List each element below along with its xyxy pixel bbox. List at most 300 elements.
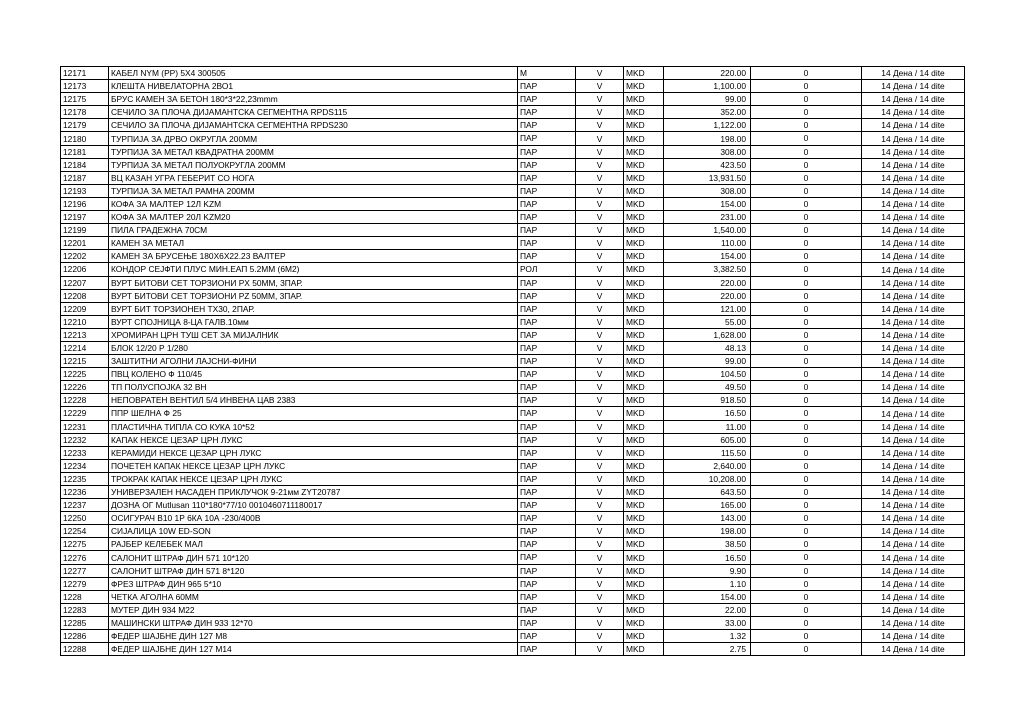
item-vat-flag: V xyxy=(576,590,624,603)
item-delivery-time: 14 Дена / 14 dite xyxy=(862,590,965,603)
item-code: 12232 xyxy=(61,433,109,446)
item-delivery-time: 14 Дена / 14 dite xyxy=(862,381,965,394)
table-row xyxy=(61,263,965,276)
item-vat-flag: V xyxy=(576,315,624,328)
item-vat-flag: V xyxy=(576,577,624,590)
item-unit: ПАР xyxy=(518,171,576,184)
table-row xyxy=(61,289,965,302)
item-description: ВУРТ БИТ ТОРЗИОНЕН ТХ30, 2ПАР. xyxy=(109,302,518,315)
item-unit: ПАР xyxy=(518,158,576,171)
item-delivery-time: 14 Дена / 14 dite xyxy=(862,486,965,499)
item-vat-flag: V xyxy=(576,80,624,93)
item-code: 12196 xyxy=(61,197,109,210)
item-currency: MKD xyxy=(624,368,664,381)
item-price: 423.50 xyxy=(664,158,751,171)
item-delivery-time: 14 Дена / 14 dite xyxy=(862,394,965,407)
item-code: 12187 xyxy=(61,171,109,184)
item-unit: ПАР xyxy=(518,328,576,341)
item-quantity: 0 xyxy=(751,197,862,210)
item-description: ВУРТ БИТОВИ СЕТ ТОРЗИОНИ PX 50ММ, 3ПАР. xyxy=(109,276,518,289)
item-currency: MKD xyxy=(624,289,664,302)
item-currency: MKD xyxy=(624,472,664,485)
item-currency: MKD xyxy=(624,263,664,276)
item-quantity: 0 xyxy=(751,525,862,538)
item-code: 12275 xyxy=(61,538,109,551)
item-price: 220.00 xyxy=(664,276,751,289)
item-description: БРУС КАМЕН ЗА БЕТОН 180*3*22,23mmm xyxy=(109,93,518,106)
item-unit: ПАР xyxy=(518,551,576,564)
item-description: ТУРПИЈА ЗА ДРВО ОКРУГЛА 200ММ xyxy=(109,132,518,145)
table-row xyxy=(61,302,965,315)
item-quantity: 0 xyxy=(751,276,862,289)
item-delivery-time: 14 Дена / 14 dite xyxy=(862,603,965,616)
item-quantity: 0 xyxy=(751,459,862,472)
item-unit: ПАР xyxy=(518,184,576,197)
item-code: 12286 xyxy=(61,630,109,643)
item-currency: MKD xyxy=(624,237,664,250)
item-quantity: 0 xyxy=(751,433,862,446)
item-unit: ПАР xyxy=(518,472,576,485)
item-vat-flag: V xyxy=(576,263,624,276)
item-currency: MKD xyxy=(624,630,664,643)
item-code: 12179 xyxy=(61,119,109,132)
item-unit: ПАР xyxy=(518,132,576,145)
item-delivery-time: 14 Дена / 14 dite xyxy=(862,315,965,328)
item-price: 48.13 xyxy=(664,341,751,354)
item-price: 49.50 xyxy=(664,381,751,394)
table-row xyxy=(61,158,965,171)
item-description: ВУРТ СПОЈНИЦА 8-ЦА ГАЛВ.10мм xyxy=(109,315,518,328)
item-delivery-time: 14 Дена / 14 dite xyxy=(862,472,965,485)
item-vat-flag: V xyxy=(576,368,624,381)
item-unit: ПАР xyxy=(518,341,576,354)
item-description: ДОЗНА ОГ Mutlusan 110*180*77/10 0010460711180017 xyxy=(109,499,518,512)
table-row xyxy=(61,276,965,289)
item-quantity: 0 xyxy=(751,302,862,315)
item-vat-flag: V xyxy=(576,106,624,119)
item-quantity: 0 xyxy=(751,132,862,145)
item-currency: MKD xyxy=(624,433,664,446)
table-row xyxy=(61,328,965,341)
item-delivery-time: 14 Дена / 14 dite xyxy=(862,341,965,354)
item-price: 16.50 xyxy=(664,551,751,564)
item-unit: ПАР xyxy=(518,603,576,616)
item-currency: MKD xyxy=(624,106,664,119)
item-quantity: 0 xyxy=(751,250,862,263)
item-description: СЕЧИЛО ЗА ПЛОЧА ДИЈАМАНТСКА СЕГМЕНТНА RPDS115 xyxy=(109,106,518,119)
item-price: 1.10 xyxy=(664,577,751,590)
item-description: ПЛАСТИЧНА ТИПЛА СО КУКА 10*52 xyxy=(109,420,518,433)
item-price: 115.50 xyxy=(664,446,751,459)
item-quantity: 0 xyxy=(751,407,862,420)
item-quantity: 0 xyxy=(751,289,862,302)
item-currency: MKD xyxy=(624,446,664,459)
item-description: МАШИНСКИ ШТРАФ ДИН 933 12*70 xyxy=(109,616,518,629)
item-quantity: 0 xyxy=(751,630,862,643)
item-description: БЛОК 12/20 Р 1/280 xyxy=(109,341,518,354)
item-quantity: 0 xyxy=(751,368,862,381)
item-unit: ПАР xyxy=(518,276,576,289)
item-delivery-time: 14 Дена / 14 dite xyxy=(862,119,965,132)
item-delivery-time: 14 Дена / 14 dite xyxy=(862,158,965,171)
item-quantity: 0 xyxy=(751,486,862,499)
item-description: ПИЛА ГРАДЕЖНА 70СМ xyxy=(109,224,518,237)
item-quantity: 0 xyxy=(751,237,862,250)
table-row xyxy=(61,106,965,119)
item-currency: MKD xyxy=(624,80,664,93)
item-currency: MKD xyxy=(624,145,664,158)
item-price: 110.00 xyxy=(664,237,751,250)
item-delivery-time: 14 Дена / 14 dite xyxy=(862,512,965,525)
item-code: 12279 xyxy=(61,577,109,590)
item-quantity: 0 xyxy=(751,211,862,224)
item-unit: ПАР xyxy=(518,80,576,93)
item-code: 12288 xyxy=(61,643,109,656)
item-delivery-time: 14 Дена / 14 dite xyxy=(862,263,965,276)
item-quantity: 0 xyxy=(751,381,862,394)
item-unit: ПАР xyxy=(518,446,576,459)
item-currency: MKD xyxy=(624,590,664,603)
item-description: ВУРТ БИТОВИ СЕТ ТОРЗИОНИ PZ 50ММ, 3ПАР. xyxy=(109,289,518,302)
item-currency: MKD xyxy=(624,93,664,106)
item-vat-flag: V xyxy=(576,237,624,250)
item-delivery-time: 14 Дена / 14 dite xyxy=(862,499,965,512)
item-description: НЕПОВРАТЕН ВЕНТИЛ 5/4 ИНВЕНА ЦАВ 2383 xyxy=(109,394,518,407)
item-currency: MKD xyxy=(624,538,664,551)
item-vat-flag: V xyxy=(576,525,624,538)
item-unit: ПАР xyxy=(518,512,576,525)
item-currency: MKD xyxy=(624,459,664,472)
table-row xyxy=(61,564,965,577)
table-row xyxy=(61,577,965,590)
item-description: ХРОМИРАН ЦРН ТУШ СЕТ ЗА МИЈАЛНИК xyxy=(109,328,518,341)
item-vat-flag: V xyxy=(576,158,624,171)
item-unit: ПАР xyxy=(518,538,576,551)
item-delivery-time: 14 Дена / 14 dite xyxy=(862,577,965,590)
item-price: 308.00 xyxy=(664,145,751,158)
table-row xyxy=(61,630,965,643)
item-price: 11.00 xyxy=(664,420,751,433)
item-currency: MKD xyxy=(624,211,664,224)
item-vat-flag: V xyxy=(576,603,624,616)
item-code: 12225 xyxy=(61,368,109,381)
item-description: ФЕДЕР ШАЈБНЕ ДИН 127 М14 xyxy=(109,643,518,656)
table-row xyxy=(61,486,965,499)
item-delivery-time: 14 Дена / 14 dite xyxy=(862,368,965,381)
table-row xyxy=(61,368,965,381)
item-unit: ПАР xyxy=(518,93,576,106)
table-row xyxy=(61,381,965,394)
item-quantity: 0 xyxy=(751,355,862,368)
item-currency: MKD xyxy=(624,512,664,525)
item-description: КАБЕЛ NYM (PP) 5X4 300505 xyxy=(109,67,518,80)
item-currency: MKD xyxy=(624,328,664,341)
item-vat-flag: V xyxy=(576,224,624,237)
item-description: КОФА ЗА МАЛТЕР 12Л KZM xyxy=(109,197,518,210)
table-row xyxy=(61,93,965,106)
item-price: 1,540.00 xyxy=(664,224,751,237)
item-delivery-time: 14 Дена / 14 dite xyxy=(862,551,965,564)
item-price: 1,122.00 xyxy=(664,119,751,132)
item-currency: MKD xyxy=(624,381,664,394)
item-quantity: 0 xyxy=(751,538,862,551)
table-body xyxy=(61,67,965,656)
item-code: 12285 xyxy=(61,616,109,629)
item-vat-flag: V xyxy=(576,197,624,210)
item-vat-flag: V xyxy=(576,145,624,158)
item-price: 33.00 xyxy=(664,616,751,629)
item-unit: ПАР xyxy=(518,407,576,420)
item-vat-flag: V xyxy=(576,446,624,459)
item-code: 12228 xyxy=(61,394,109,407)
item-price: 231.00 xyxy=(664,211,751,224)
item-unit: ПАР xyxy=(518,250,576,263)
item-quantity: 0 xyxy=(751,512,862,525)
item-description: ТУРПИЈА ЗА МЕТАЛ КВАДРАТНА 200ММ xyxy=(109,145,518,158)
item-description: ТП ПОЛУСПОЈКА 32 ВН xyxy=(109,381,518,394)
item-delivery-time: 14 Дена / 14 dite xyxy=(862,145,965,158)
item-quantity: 0 xyxy=(751,224,862,237)
item-vat-flag: V xyxy=(576,184,624,197)
table-row xyxy=(61,538,965,551)
item-code: 12184 xyxy=(61,158,109,171)
item-code: 12226 xyxy=(61,381,109,394)
item-unit: ПАР xyxy=(518,302,576,315)
item-description: КАПАК НЕКСЕ ЦЕЗАР ЦРН ЛУКС xyxy=(109,433,518,446)
item-price: 2.75 xyxy=(664,643,751,656)
table-row xyxy=(61,420,965,433)
item-quantity: 0 xyxy=(751,616,862,629)
item-quantity: 0 xyxy=(751,263,862,276)
item-quantity: 0 xyxy=(751,328,862,341)
item-code: 12173 xyxy=(61,80,109,93)
item-delivery-time: 14 Дена / 14 dite xyxy=(862,643,965,656)
item-code: 12236 xyxy=(61,486,109,499)
item-description: ОСИГУРАЧ B10 1Р 6КА 10А -230/400В xyxy=(109,512,518,525)
item-price: 13,931.50 xyxy=(664,171,751,184)
item-quantity: 0 xyxy=(751,184,862,197)
item-price: 220.00 xyxy=(664,289,751,302)
item-vat-flag: V xyxy=(576,250,624,263)
item-unit: ПАР xyxy=(518,355,576,368)
item-quantity: 0 xyxy=(751,158,862,171)
item-code: 12234 xyxy=(61,459,109,472)
item-quantity: 0 xyxy=(751,106,862,119)
item-currency: MKD xyxy=(624,132,664,145)
item-description: МУТЕР ДИН 934 М22 xyxy=(109,603,518,616)
item-price: 104.50 xyxy=(664,368,751,381)
item-description: КЛЕШТА НИВЕЛАТОРНА 2ВО1 xyxy=(109,80,518,93)
item-quantity: 0 xyxy=(751,643,862,656)
item-code: 1228 xyxy=(61,590,109,603)
item-delivery-time: 14 Дена / 14 dite xyxy=(862,459,965,472)
item-unit: ПАР xyxy=(518,145,576,158)
item-delivery-time: 14 Дена / 14 dite xyxy=(862,250,965,263)
item-quantity: 0 xyxy=(751,145,862,158)
item-currency: MKD xyxy=(624,616,664,629)
item-currency: MKD xyxy=(624,577,664,590)
item-unit: ПАР xyxy=(518,499,576,512)
table-row xyxy=(61,590,965,603)
table-row xyxy=(61,67,965,80)
item-unit: РОЛ xyxy=(518,263,576,276)
item-description: РАЈБЕР КЕЛЕБЕК МАЛ xyxy=(109,538,518,551)
item-delivery-time: 14 Дена / 14 dite xyxy=(862,276,965,289)
item-unit: ПАР xyxy=(518,394,576,407)
item-price: 10,208.00 xyxy=(664,472,751,485)
item-delivery-time: 14 Дена / 14 dite xyxy=(862,630,965,643)
item-vat-flag: V xyxy=(576,289,624,302)
table-row xyxy=(61,603,965,616)
item-code: 12206 xyxy=(61,263,109,276)
item-vat-flag: V xyxy=(576,616,624,629)
item-price: 143.00 xyxy=(664,512,751,525)
item-currency: MKD xyxy=(624,341,664,354)
item-price: 38.50 xyxy=(664,538,751,551)
table-row xyxy=(61,224,965,237)
item-code: 12276 xyxy=(61,551,109,564)
item-code: 12235 xyxy=(61,472,109,485)
item-quantity: 0 xyxy=(751,446,862,459)
item-unit: ПАР xyxy=(518,315,576,328)
item-description: ЗАШТИТНИ АГОЛНИ ЛАЈСНИ-ФИНИ xyxy=(109,355,518,368)
item-quantity: 0 xyxy=(751,315,862,328)
item-price: 154.00 xyxy=(664,250,751,263)
item-currency: MKD xyxy=(624,158,664,171)
item-currency: MKD xyxy=(624,250,664,263)
item-unit: ПАР xyxy=(518,237,576,250)
item-currency: MKD xyxy=(624,119,664,132)
item-price: 198.00 xyxy=(664,525,751,538)
table-row xyxy=(61,197,965,210)
item-unit: ПАР xyxy=(518,289,576,302)
item-code: 12201 xyxy=(61,237,109,250)
item-vat-flag: V xyxy=(576,93,624,106)
item-code: 12181 xyxy=(61,145,109,158)
item-delivery-time: 14 Дена / 14 dite xyxy=(862,171,965,184)
item-price: 605.00 xyxy=(664,433,751,446)
item-price: 99.00 xyxy=(664,93,751,106)
item-vat-flag: V xyxy=(576,459,624,472)
item-currency: MKD xyxy=(624,197,664,210)
item-delivery-time: 14 Дена / 14 dite xyxy=(862,93,965,106)
item-quantity: 0 xyxy=(751,80,862,93)
item-vat-flag: V xyxy=(576,499,624,512)
price-table xyxy=(60,66,965,656)
item-delivery-time: 14 Дена / 14 dite xyxy=(862,224,965,237)
table-row xyxy=(61,512,965,525)
item-currency: MKD xyxy=(624,564,664,577)
table-row xyxy=(61,341,965,354)
item-code: 12277 xyxy=(61,564,109,577)
item-code: 12197 xyxy=(61,211,109,224)
item-price: 55.00 xyxy=(664,315,751,328)
table-row xyxy=(61,616,965,629)
item-vat-flag: V xyxy=(576,512,624,525)
item-description: ПВЦ КОЛЕНО Ф 110/45 xyxy=(109,368,518,381)
table-row xyxy=(61,211,965,224)
item-vat-flag: V xyxy=(576,341,624,354)
item-description: КОФА ЗА МАЛТЕР 20Л KZM20 xyxy=(109,211,518,224)
item-description: САЛОНИТ ШТРАФ ДИН 571 8*120 xyxy=(109,564,518,577)
item-vat-flag: V xyxy=(576,67,624,80)
item-currency: MKD xyxy=(624,302,664,315)
item-price: 154.00 xyxy=(664,197,751,210)
item-delivery-time: 14 Дена / 14 dite xyxy=(862,433,965,446)
item-code: 12209 xyxy=(61,302,109,315)
item-unit: ПАР xyxy=(518,590,576,603)
item-currency: MKD xyxy=(624,184,664,197)
item-code: 12202 xyxy=(61,250,109,263)
item-price: 16.50 xyxy=(664,407,751,420)
item-delivery-time: 14 Дена / 14 dite xyxy=(862,237,965,250)
item-price: 22.00 xyxy=(664,603,751,616)
item-description: ЧЕТКА АГОЛНА 60ММ xyxy=(109,590,518,603)
item-delivery-time: 14 Дена / 14 dite xyxy=(862,80,965,93)
item-unit: ПАР xyxy=(518,197,576,210)
item-vat-flag: V xyxy=(576,564,624,577)
item-delivery-time: 14 Дена / 14 dite xyxy=(862,538,965,551)
item-quantity: 0 xyxy=(751,93,862,106)
item-price: 220.00 xyxy=(664,67,751,80)
item-unit: M xyxy=(518,67,576,80)
table-row xyxy=(61,80,965,93)
item-unit: ПАР xyxy=(518,211,576,224)
item-delivery-time: 14 Дена / 14 dite xyxy=(862,302,965,315)
item-currency: MKD xyxy=(624,276,664,289)
item-quantity: 0 xyxy=(751,472,862,485)
table-row xyxy=(61,459,965,472)
item-code: 12233 xyxy=(61,446,109,459)
item-currency: MKD xyxy=(624,643,664,656)
item-unit: ПАР xyxy=(518,616,576,629)
item-description: КОНДОР СЕЈФТИ ПЛУС МИН.ЕАП 5.2ММ (6М2) xyxy=(109,263,518,276)
item-delivery-time: 14 Дена / 14 dite xyxy=(862,407,965,420)
item-vat-flag: V xyxy=(576,551,624,564)
item-vat-flag: V xyxy=(576,302,624,315)
item-currency: MKD xyxy=(624,420,664,433)
item-quantity: 0 xyxy=(751,603,862,616)
item-vat-flag: V xyxy=(576,433,624,446)
item-unit: ПАР xyxy=(518,630,576,643)
item-code: 12213 xyxy=(61,328,109,341)
item-vat-flag: V xyxy=(576,643,624,656)
item-quantity: 0 xyxy=(751,119,862,132)
item-currency: MKD xyxy=(624,67,664,80)
item-delivery-time: 14 Дена / 14 dite xyxy=(862,446,965,459)
item-currency: MKD xyxy=(624,224,664,237)
item-code: 12178 xyxy=(61,106,109,119)
item-currency: MKD xyxy=(624,525,664,538)
item-delivery-time: 14 Дена / 14 dite xyxy=(862,564,965,577)
table-row xyxy=(61,119,965,132)
item-vat-flag: V xyxy=(576,211,624,224)
item-quantity: 0 xyxy=(751,590,862,603)
item-delivery-time: 14 Дена / 14 dite xyxy=(862,289,965,302)
item-delivery-time: 14 Дена / 14 dite xyxy=(862,197,965,210)
item-code: 12207 xyxy=(61,276,109,289)
item-vat-flag: V xyxy=(576,276,624,289)
item-description: КАМЕН ЗА БРУСЕЊЕ 180Х6Х22.23 ВАЛТЕР xyxy=(109,250,518,263)
item-unit: ПАР xyxy=(518,224,576,237)
item-currency: MKD xyxy=(624,407,664,420)
table-row xyxy=(61,315,965,328)
table-row xyxy=(61,433,965,446)
item-price: 121.00 xyxy=(664,302,751,315)
item-unit: ПАР xyxy=(518,564,576,577)
item-description: ТРОКРАК КАПАК НЕКСЕ ЦЕЗАР ЦРН ЛУКС xyxy=(109,472,518,485)
item-unit: ПАР xyxy=(518,643,576,656)
